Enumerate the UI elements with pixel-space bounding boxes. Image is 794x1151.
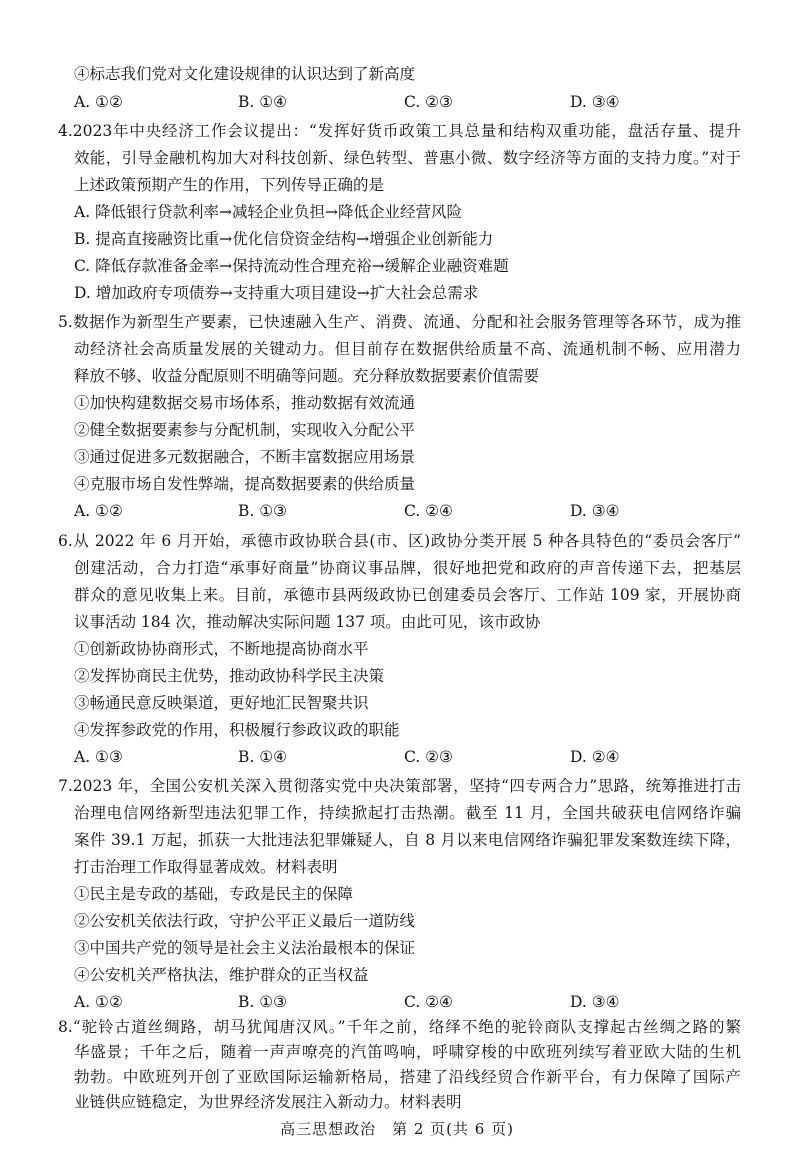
q6-statement-1: ①创新政协协商形式，不断地提高协商水平 <box>74 640 369 658</box>
q4-stem-line-1: 4.2023年中央经济工作会议提出：“发挥好货币政策工具总量和结构双重功能，盘活存量、提升 <box>58 122 741 140</box>
statement-4: ④标志我们党对文化建设规律的认识达到了新高度 <box>74 65 416 83</box>
q4-stem-line-3: 上述政策预期产生的作用，下列传导正确的是 <box>74 176 385 194</box>
q6-statement-3: ③畅通民意反映渠道，更好地汇民智聚共识 <box>74 694 369 712</box>
q8-stem-line-3: 勃勃。中欧班列开创了亚欧国际运输新格局，搭建了沿线经贸合作新平台，有力保障了国际产 <box>74 1068 741 1086</box>
page-footer: 高三思想政治 第 2 页(共 6 页) <box>280 1120 514 1138</box>
option-d: D. ③④ <box>570 93 620 111</box>
q5-option-d: D. ③④ <box>570 502 620 520</box>
q5-stem-line-3: 释放不够、收益分配原则不明确等问题。充分释放数据要素价值需要 <box>74 367 540 385</box>
q6-stem-line-2: 创建活动，合力打造“承事好商量”协商议事品牌，很好地把党和政府的声音传递下去，把基层 <box>74 559 741 577</box>
q6-statement-2: ②发挥协商民主优势，推动政协科学民主决策 <box>74 667 385 685</box>
q7-statement-1: ①民主是专政的基础，专政是民主的保障 <box>74 885 354 903</box>
q7-statement-4: ④公安机关严格执法，维护群众的正当权益 <box>74 966 369 984</box>
option-c: C. ②③ <box>404 93 453 111</box>
q7-stem-line-2: 治理电信网络新型违法犯罪工作，持续掀起打击热潮。截至 11 月，全国共破获电信网络诈骗 <box>74 804 741 822</box>
q7-option-c: C. ②④ <box>404 993 453 1011</box>
q6-option-c: C. ②③ <box>404 748 453 766</box>
q5-option-c: C. ②④ <box>404 502 453 520</box>
q7-option-b: B. ①③ <box>238 993 288 1011</box>
q5-statement-2: ②健全数据要素参与分配机制，实现收入分配公平 <box>74 421 416 439</box>
q6-option-a: A. ①③ <box>74 748 123 766</box>
q5-stem-line-1: 5.数据作为新型生产要素，已快速融入生产、消费、流通、分配和社会服务管理等各环节，成为推 <box>58 313 741 331</box>
q6-stem-line-4: 议事活动 184 次，推动解决实际问题 137 项。由此可见，该市政协 <box>74 613 541 631</box>
q7-stem-line-1: 7.2023 年，全国公安机关深入贯彻落实党中央决策部署，坚持“四专两合力”思路，统筹推进打击 <box>58 777 741 795</box>
q4-choice-b: B. 提高直接融资比重→优化信贷资金结构→增强企业创新能力 <box>74 230 494 248</box>
q6-option-b: B. ①④ <box>238 748 288 766</box>
q5-option-a: A. ①② <box>74 502 123 520</box>
q4-choice-c: C. 降低存款准备金率→保持流动性合理充裕→缓解企业融资难题 <box>74 257 509 275</box>
q6-statement-4: ④发挥参政党的作用，积极履行参政议政的职能 <box>74 721 400 739</box>
q5-statement-3: ③通过促进多元数据融合，不断丰富数据应用场景 <box>74 448 416 466</box>
q8-stem-line-4: 业链供应链稳定，为世界经济发展注入新动力。材料表明 <box>74 1093 462 1111</box>
q6-stem-line-1: 6.从 2022 年 6 月开始，承德市政协联合县(市、区)政协分类开展 5 种各具特色的“委员会客厅” <box>58 532 741 550</box>
q7-stem-line-4: 打击治理工作取得显著成效。材料表明 <box>74 858 338 876</box>
q7-statement-3: ③中国共产党的领导是社会主义法治最根本的保证 <box>74 939 416 957</box>
q5-statement-4: ④克服市场自发性弊端，提高数据要素的供给质量 <box>74 475 416 493</box>
q5-option-b: B. ①③ <box>238 502 288 520</box>
q6-option-d: D. ②④ <box>570 748 620 766</box>
q7-option-a: A. ①② <box>74 993 123 1011</box>
q6-stem-line-3: 群众的意见收集上来。目前，承德市县两级政协已创建委员会客厅、工作站 109 家，开展协商 <box>74 586 741 604</box>
q7-statement-2: ②公安机关依法行政，守护公平正义最后一道防线 <box>74 912 416 930</box>
q8-stem-line-2: 华盛景；千年之后，随着一声声嘹亮的汽笛鸣响，呼啸穿梭的中欧班列续写着亚欧大陆的生机 <box>74 1043 741 1061</box>
option-b: B. ①④ <box>238 93 288 111</box>
q8-stem-line-1: 8.“驼铃古道丝绸路，胡马犹闻唐汉风。”千年之前，络绎不绝的驼铃商队支撑起古丝绸之路的繁 <box>58 1018 741 1036</box>
q4-choice-a: A. 降低银行贷款利率→减轻企业负担→降低企业经营风险 <box>74 203 463 221</box>
q4-choice-d: D. 增加政府专项债券→支持重大项目建设→扩大社会总需求 <box>74 284 479 302</box>
option-a: A. ①② <box>74 93 123 111</box>
q5-statement-1: ①加快构建数据交易市场体系，推动数据有效流通 <box>74 394 416 412</box>
q7-option-d: D. ③④ <box>570 993 620 1011</box>
q4-stem-line-2: 效能，引导金融机构加大对科技创新、绿色转型、普惠小微、数字经济等方面的支持力度。”对于 <box>74 149 741 167</box>
q5-stem-line-2: 动经济社会高质量发展的关键动力。但目前存在数据供给质量不高、流通机制不畅、应用潜力 <box>74 340 741 358</box>
q7-stem-line-3: 案件 39.1 万起，抓获一大批违法犯罪嫌疑人，自 8 月以来电信网络诈骗犯罪发案数连续下降， <box>74 831 741 849</box>
